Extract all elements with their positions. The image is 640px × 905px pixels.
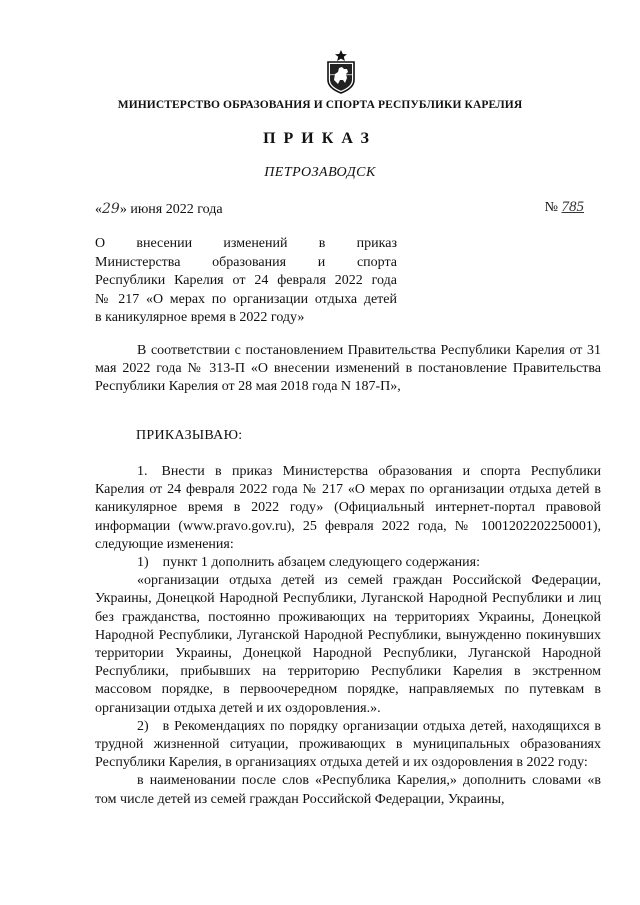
date-rest: » июня 2022 года xyxy=(119,202,223,217)
subitem-1-paragraph: 1) пункт 1 дополнить абзацем следующего содержания: xyxy=(137,555,480,571)
order-date xyxy=(95,201,223,218)
subitem-2-paragraph: 2) в Рекомендациях по порядку организации отдыха детей, находящихся в трудной жизненной ситуации, проживающих в муниципальных образованиях Республики Карелия, в организациях отдыха детей и их оздоровления в 2022 году: xyxy=(95,718,601,771)
item-1-paragraph: 1. Внести в приказ Министерства образования и спорта Республики Карелия от 24 февраля 2022 года № 217 «О мерах по организации отдыха детей в каникулярное время в 2022 году» (Официальный интернет-портал правовой информации (www.pravo.gov.ru), 25 февраля 2022 года, № 1001202202250001), следующие изменения: xyxy=(95,464,601,552)
order-word: ПРИКАЗЫВАЮ: xyxy=(136,428,243,443)
subject-line: № 217 «О мерах по организации отдыха детей xyxy=(95,291,397,307)
preamble-block xyxy=(95,342,601,397)
date-open-quote: « xyxy=(95,202,102,217)
subject-line: Республики Карелия от 24 февраля 2022 года xyxy=(95,273,397,288)
subitem-2-text-paragraph: в наименовании после слов «Республика Карелия,» дополнить словами «в том числе детей из семей граждан Российской Федерации, Украины, xyxy=(95,773,601,807)
order-body xyxy=(95,463,601,809)
ministry-name: МИНИСТЕРСТВО ОБРАЗОВАНИЯ И СПОРТА РЕСПУБЛИКИ КАРЕЛИЯ xyxy=(117,99,523,111)
quote-1-paragraph: «организации отдыха детей из семей граждан Российской Федерации, Украины, Донецкой Народной Республики, Луганской Народной Республики и лиц без гражданства, постоянно проживающих на территориях Украины, Донецкой Народной Республики, Луганской Народной Республики, вынужденно покинувших территории Украины, Донецкой Народной Республики, Луганской Народной Республики, прибывших на территорию Республики Карелия в экстренном массовом порядке, в первоочередном порядке, направляемых по путевкам в организации отдыха детей и их оздоровления.». xyxy=(95,573,601,716)
order-subject xyxy=(95,235,397,328)
city-name: ПЕТРОЗАВОДСК xyxy=(264,165,376,180)
date-day-handwritten: 29 xyxy=(102,201,120,217)
subject-line: Министерства образования и спорта xyxy=(95,254,397,270)
number-label: № xyxy=(544,200,558,215)
karelia-coat-of-arms-icon xyxy=(326,50,356,94)
order-title: ПРИКАЗ xyxy=(263,130,377,147)
subject-line: в каникулярное время в 2022 году» xyxy=(95,310,305,325)
order-number xyxy=(545,199,584,216)
preamble-paragraph: В соответствии с постановлением Правительства Республики Карелия от 31 мая 2022 года № 313-П «О внесении изменений в постановление Правительства Республики Карелия от 28 мая 2018 года N 187-П», xyxy=(95,343,601,395)
number-value-handwritten: 785 xyxy=(561,199,584,215)
subject-line: О внесении изменений в приказ xyxy=(95,236,397,251)
